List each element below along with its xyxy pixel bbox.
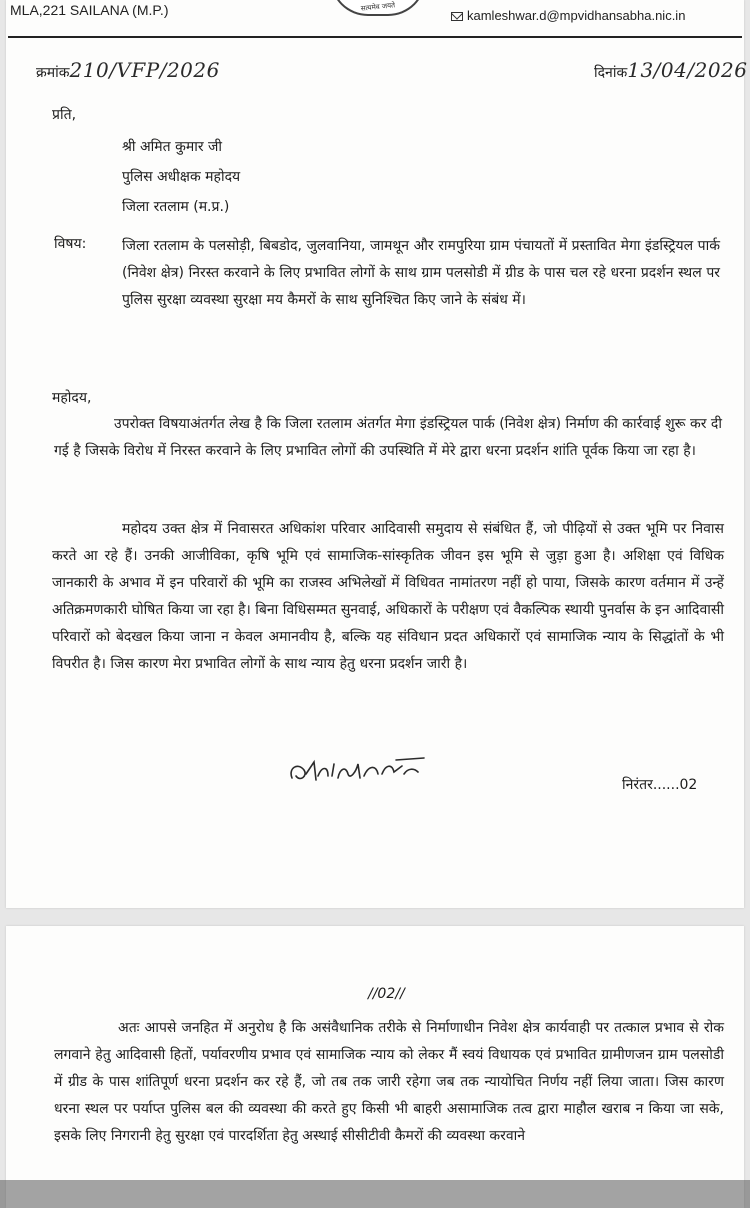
- reference-number: [36, 58, 220, 82]
- subject-label: विषय:: [54, 236, 87, 252]
- prati-label: प्रति,: [52, 107, 77, 123]
- addressee-line: जिला रतलाम (म.प्र.): [122, 199, 230, 215]
- email-text: kamleshwar.d@mpvidhansabha.nic.in: [467, 8, 686, 23]
- emblem-motto: सत्यमेव जयते: [360, 1, 396, 13]
- body-paragraph-2: महोदय उक्त क्षेत्र में निवासरत अधिकांश परिवार आदिवासी समुदाय से संबंधित हैं, जो पीढ़ियों से उक्त भूमि पर निवास करते आ रहे हैं। उनकी आजीविका, कृषि भूमि एवं सामाजिक-सांस्कृतिक जीवन इस भूमि से जुड़ा हुआ है। अशिक्षा एवं विधिक जानकारी के अभाव में इन परिवारों की भूमि का राजस्व अभिलेखों में विधिवत नामांतरण नहीं हो पाया, जिसके कारण वर्तमान में उन्हें अतिक्रमणकारी घोषित किया जा रहा है। बिना विधिसम्मत सुनवाई, अधिकारों के परीक्षण एवं वैकल्पिक स्थायी पुनर्वास के इन आदिवासी परिवारों को बेदखल किया जाना न केवल अमानवीय है, बल्कि यह संविधान प्रदत अधिकारों एवं सामाजिक न्याय के सिद्धांतों के भी विपरीत है। जिस कारण मेरा प्रभावित लोगों के साथ न्याय हेतु धरना प्रदर्शन जारी है।: [52, 521, 724, 672]
- bottom-overlay-bar[interactable]: [0, 1180, 750, 1208]
- body-paragraph-3: अतः आपसे जनहित में अनुरोध है कि असंवैधानिक तरीके से निर्माणाधीन निवेश क्षेत्र कार्यवाही पर तत्काल प्रभाव से रोक लगवाने हेतु आदिवासी हितों, पर्यावरणीय प्रभाव एवं सामाजिक न्याय को लेकर मैं स्वयं विधायक एवं प्रभावित ग्रामीणजन ग्राम पलसोडी में ग्रीड के पास शांतिपूर्ण धरना प्रदर्शन कर रहे हैं, जो तब तक जारी रहेगा जब तक न्यायोचित निर्णय नहीं लिया जाता। जिस कारण धरना स्थल पर पर्याप्त पुलिस बल की व्यवस्था की करते हुए किसी भी बाहरी असामाजिक तत्व द्वारा माहौल खराब न किया जा सके, इसके लिए निगरानी हेतु सुरक्षा एवं पारदर्शिता हेतु अस्थाई सीसीटीवी कैमरों की व्यवस्था करवाने: [54, 1020, 724, 1144]
- continued-marker: निरंतर......02: [622, 777, 698, 793]
- reference-date-label: दिनांक: [594, 65, 628, 81]
- subject-text: जिला रतलाम के पलसोड़ी, बिबडोद, जुलवानिया, जामथून और रामपुरिया ग्राम पंचायतों में प्रस्तावित मेगा इंडस्ट्रियल पार्क (निवेश क्षेत्र) निरस्त करवाने के लिए प्रभावित लोगों के साथ ग्राम पलसोडी में ग्रीड के पास चल रहे धरना प्रदर्शन स्थल पर पुलिस सुरक्षा व्यवस्था सुरक्षा मय कैमरों के साथ सुनिश्चित किए जाने के संबंध में।: [122, 238, 720, 308]
- addressee-line: श्री अमित कुमार जी: [122, 139, 223, 155]
- letterhead-divider: [8, 36, 742, 38]
- letterhead-email: [451, 8, 685, 23]
- reference-number-value: 210/VFP/2026: [69, 58, 220, 82]
- addressee-line: पुलिस अधीक्षक महोदय: [122, 169, 241, 185]
- signature: [284, 752, 434, 792]
- reference-number-label: क्रमांक: [36, 65, 70, 81]
- body-paragraph-1: उपरोक्त विषयाअंतर्गत लेख है कि जिला रतलाम अंतर्गत मेगा इंडस्ट्रियल पार्क (निवेश क्षेत्र) निर्माण की कार्रवाई शुरू कर दी गई है जिसके विरोध में निरस्त करवाने के लिए प्रभावित लोगों की उपस्थिति में मेरे द्वारा धरना प्रदर्शन शांति पूर्वक किया जा रहा है।: [54, 416, 722, 459]
- letter-page-2: [6, 926, 744, 1208]
- page-number-marker: //02//: [368, 986, 405, 1002]
- mla-line: MLA,221 SAILANA (M.P.): [10, 2, 169, 18]
- mail-icon: [451, 12, 463, 21]
- reference-date-value: 13/04/2026: [627, 58, 748, 82]
- state-emblem: [330, 0, 426, 16]
- reference-date: [594, 58, 748, 82]
- letter-page-1: [6, 0, 748, 908]
- salutation: महोदय,: [52, 390, 92, 406]
